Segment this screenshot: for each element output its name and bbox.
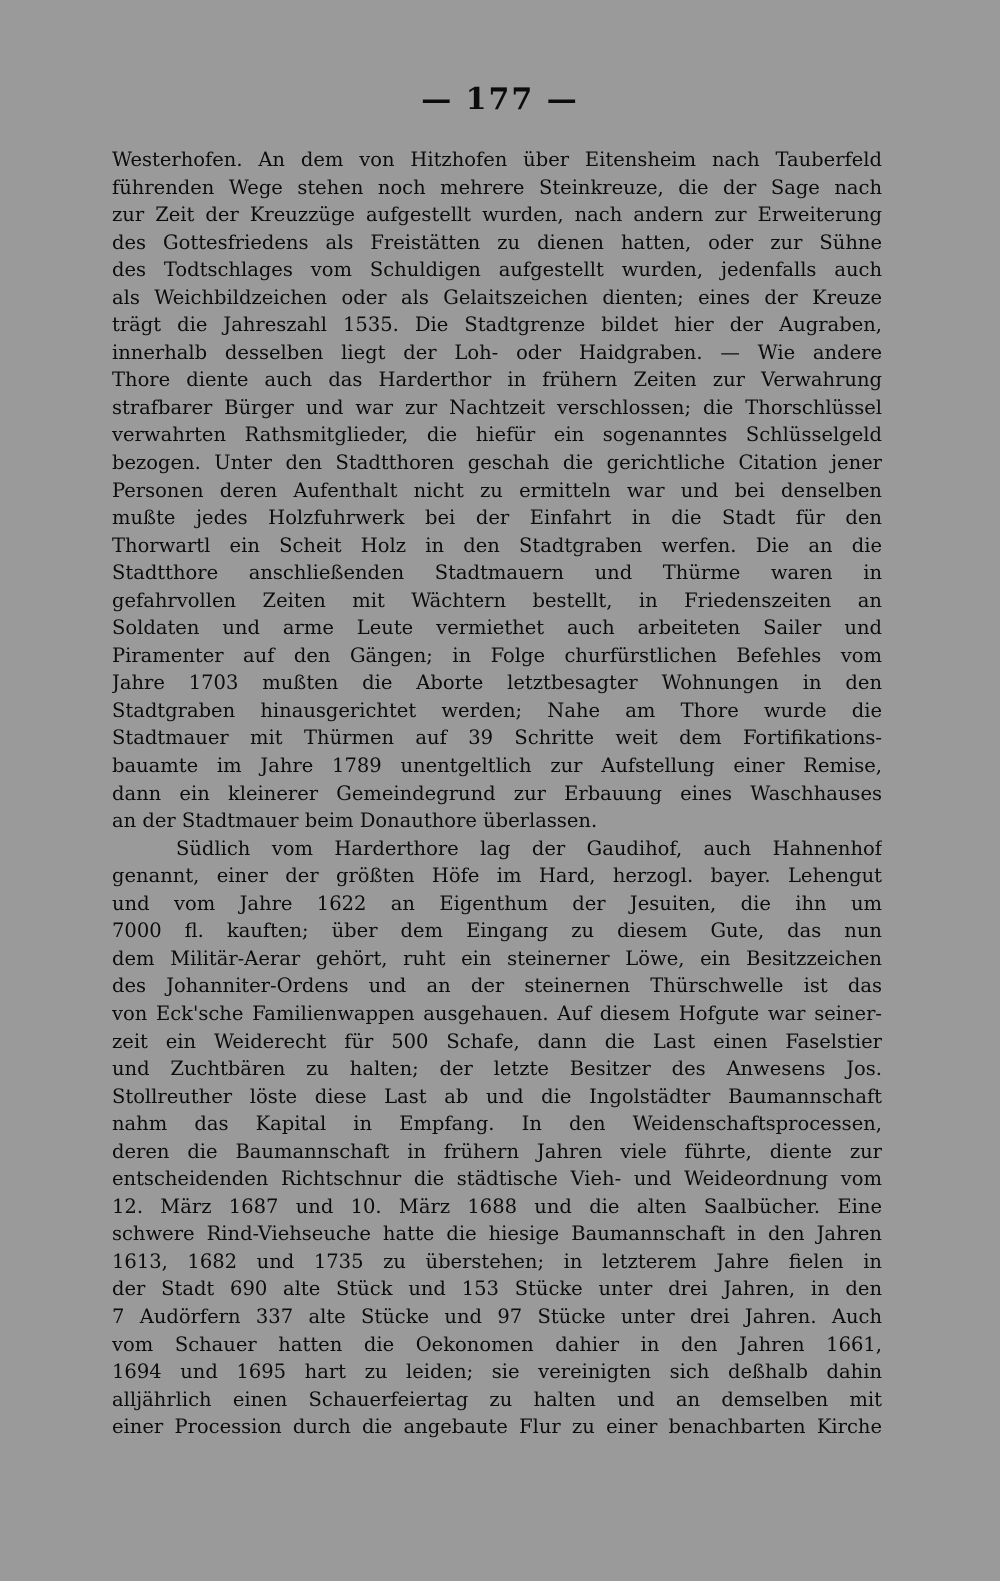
text-line: strafbarer Bürger und war zur Nachtzeit verschlossen; die Thorschlüssel bbox=[112, 395, 882, 419]
text-line: der Stadt 690 alte Stück und 153 Stücke unter drei Jahren, in den bbox=[112, 1277, 882, 1301]
text-line: zeit ein Weiderecht für 500 Schafe, dann die Last einen Faselstier bbox=[112, 1029, 882, 1053]
text-line: 1613, 1682 und 1735 zu überstehen; in letzterem Jahre fielen in bbox=[112, 1249, 882, 1273]
text-line: bezogen. Unter den Stadtthoren geschah die gerichtliche Citation jener bbox=[112, 451, 882, 475]
text-line: und Zuchtbären zu halten; der letzte Besitzer des Anwesens Jos. bbox=[112, 1057, 882, 1081]
text-line: des Todtschlages vom Schuldigen aufgestellt wurden, jedenfalls auch bbox=[112, 258, 882, 282]
text-line: Thorwartl ein Scheit Holz in den Stadtgraben werfen. Die an die bbox=[112, 533, 882, 557]
text-line: und vom Jahre 1622 an Eigenthum der Jesuiten, die ihn um bbox=[112, 891, 882, 915]
text-line: Stadtgraben hinausgerichtet werden; Nahe am Thore wurde die bbox=[112, 698, 882, 722]
text-line: 12. März 1687 und 10. März 1688 und die alten Saalbücher. Eine bbox=[112, 1194, 882, 1218]
text-line: vom Schauer hatten die Oekonomen dahier in den Jahren 1661, bbox=[112, 1332, 882, 1356]
text-line: deren die Baumannschaft in frühern Jahren viele führte, diente zur bbox=[112, 1139, 882, 1163]
text-line: dem Militär-Aerar gehört, ruht ein steinerner Löwe, ein Besitzzeichen bbox=[112, 946, 882, 970]
text-line: Jahre 1703 mußten die Aborte letztbesagter Wohnungen in den bbox=[112, 671, 882, 695]
text-line: des Johanniter-Ordens und an der steinernen Thürschwelle ist das bbox=[112, 974, 882, 998]
text-line: einer Procession durch die angebaute Flur zu einer benachbarten Kirche bbox=[112, 1415, 882, 1439]
text-line: Soldaten und arme Leute vermiethet auch arbeiteten Sailer und bbox=[112, 616, 882, 640]
text-line: des Gottesfriedens als Freistätten zu dienen hatten, oder zur Sühne bbox=[112, 230, 882, 254]
text-line: führenden Wege stehen noch mehrere Steinkreuze, die der Sage nach bbox=[112, 175, 882, 199]
body-text bbox=[112, 146, 882, 1441]
text-line: gefahrvollen Zeiten mit Wächtern bestellt, in Friedenszeiten an bbox=[112, 588, 882, 612]
text-line: nahm das Kapital in Empfang. In den Weidenschaftsprocessen, bbox=[112, 1112, 882, 1136]
text-line: trägt die Jahreszahl 1535. Die Stadtgrenze bildet hier der Augraben, bbox=[112, 313, 882, 337]
page-number: — 177 — bbox=[421, 82, 579, 117]
text-line: dann ein kleinerer Gemeindegrund zur Erbauung eines Waschhauses bbox=[112, 781, 882, 805]
text-line: zur Zeit der Kreuzzüge aufgestellt wurden, nach andern zur Erweiterung bbox=[112, 203, 882, 227]
text-line: Thore diente auch das Harderthor in frühern Zeiten zur Verwahrung bbox=[112, 368, 882, 392]
text-line: verwahrten Rathsmitglieder, die hiefür ein sogenanntes Schlüsselgeld bbox=[112, 423, 882, 447]
text-line: Südlich vom Harderthore lag der Gaudihof, auch Hahnenhof bbox=[176, 836, 882, 860]
text-line: Personen deren Aufenthalt nicht zu ermitteln war und bei denselben bbox=[112, 478, 882, 502]
text-line: alljährlich einen Schauerfeiertag zu halten und an demselben mit bbox=[112, 1387, 882, 1411]
text-line: Westerhofen. An dem von Hitzhofen über Eitensheim nach Tauberfeld bbox=[112, 148, 882, 171]
text-line: Stollreuther löste diese Last ab und die Ingolstädter Baumannschaft bbox=[112, 1084, 882, 1108]
text-line: mußte jedes Holzfuhrwerk bei der Einfahrt in die Stadt für den bbox=[112, 506, 882, 530]
text-line: Stadtmauer mit Thürmen auf 39 Schritte weit dem Fortifikations- bbox=[112, 726, 882, 750]
text-line: 1694 und 1695 hart zu leiden; sie vereinigten sich deßhalb dahin bbox=[112, 1360, 882, 1384]
text-line: 7 Audörfern 337 alte Stücke und 97 Stücke unter drei Jahren. Auch bbox=[112, 1304, 882, 1328]
text-line: entscheidenden Richtschnur die städtische Vieh- und Weideordnung vom bbox=[112, 1167, 882, 1191]
text-line: von Eck'sche Familienwappen ausgehauen. Auf diesem Hofgute war seiner- bbox=[112, 1001, 882, 1025]
text-line: schwere Rind-Viehseuche hatte die hiesige Baumannschaft in den Jahren bbox=[112, 1222, 882, 1246]
text-line: an der Stadtmauer beim Donauthore überlassen. bbox=[112, 809, 598, 833]
text-line: innerhalb desselben liegt der Loh- oder Haidgraben. — Wie andere bbox=[112, 340, 882, 364]
text-line: Stadtthore anschließenden Stadtmauern und Thürme waren in bbox=[112, 561, 882, 585]
text-line: 7000 fl. kauften; über dem Eingang zu diesem Gute, das nun bbox=[112, 919, 882, 943]
text-line: als Weichbildzeichen oder als Gelaitszeichen dienten; eines der Kreuze bbox=[112, 285, 882, 309]
text-line: Piramenter auf den Gängen; in Folge churfürstlichen Befehles vom bbox=[112, 643, 882, 667]
text-line: genannt, einer der größten Höfe im Hard, herzogl. bayer. Lehengut bbox=[112, 864, 882, 888]
text-line: bauamte im Jahre 1789 unentgeltlich zur Aufstellung einer Remise, bbox=[112, 754, 882, 778]
